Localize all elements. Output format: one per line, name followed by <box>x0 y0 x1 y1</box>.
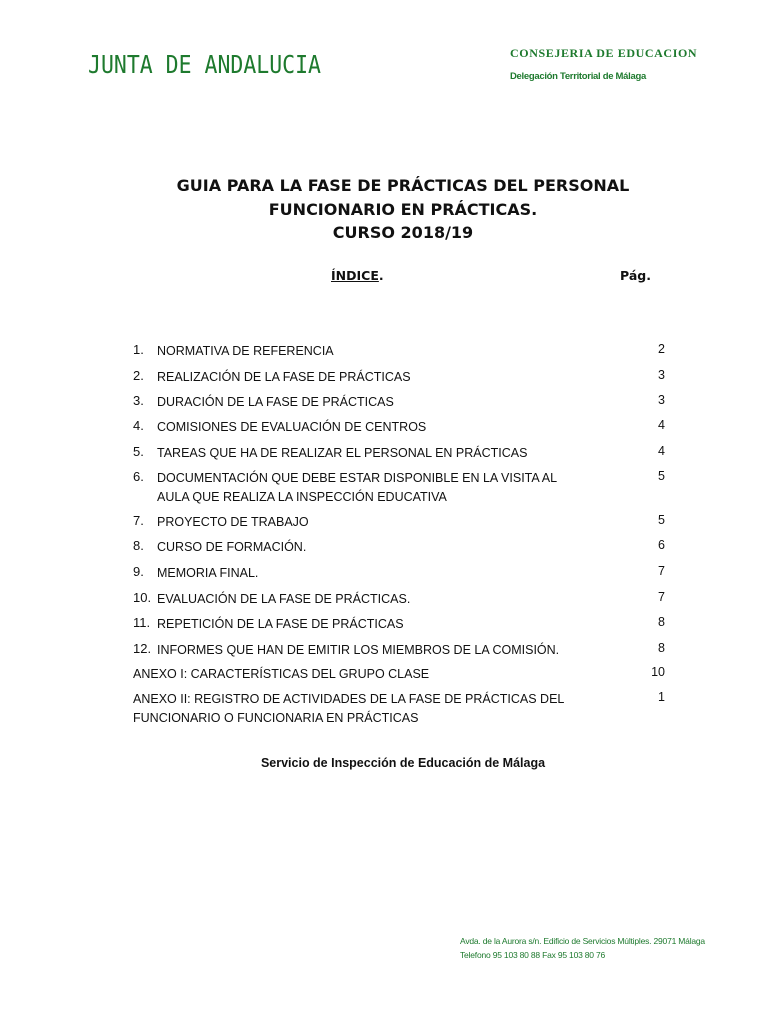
toc-entry-page: 8 <box>658 615 665 629</box>
toc-entry-page: 1 <box>658 690 665 704</box>
toc-entry-title: REALIZACIÓN DE LA FASE DE PRÁCTICAS <box>157 370 411 384</box>
toc-entry-title: INFORMES QUE HAN DE EMITIR LOS MIEMBROS DE LA COMISIÓN. <box>157 643 560 657</box>
toc-entry-page: 3 <box>658 368 665 382</box>
letterhead-logo: JUNTA DE ANDALUCIA <box>88 50 322 79</box>
service-name: Servicio de Inspección de Educación de Málaga <box>260 756 546 770</box>
index-heading <box>331 268 384 283</box>
toc-entry-page: 7 <box>658 590 665 604</box>
document-title-line-1: GUIA PARA LA FASE DE PRÁCTICAS DEL PERSONAL <box>176 176 630 195</box>
footer-address: Avda. de la Aurora s/n. Edificio de Servicios Múltiples. 29071 Málaga <box>460 936 705 946</box>
toc-entry-number: 8. <box>133 538 144 553</box>
toc-entry-title: NORMATIVA DE REFERENCIA <box>157 344 334 358</box>
toc-entry-page: 6 <box>658 538 665 552</box>
toc-entry-number: 3. <box>133 393 144 408</box>
index-heading-label: ÍNDICE <box>331 268 379 283</box>
toc-entry-page: 8 <box>658 641 665 655</box>
toc-entry-number: 6. <box>133 469 144 484</box>
toc-entry-number: 2. <box>133 368 144 383</box>
toc-entry-number: 1. <box>133 342 144 357</box>
toc-entry-title: ANEXO II: REGISTRO DE ACTIVIDADES DE LA FASE DE PRÁCTICAS DEL FUNCIONARIO O FUNCIONARIA EN PRÁCTICAS <box>133 692 564 725</box>
toc-entry-page: 7 <box>658 564 665 578</box>
toc-entry-title: COMISIONES DE EVALUACIÓN DE CENTROS <box>157 420 427 434</box>
toc-entry-number: 10. <box>133 590 152 605</box>
document-title-line-2: FUNCIONARIO EN PRÁCTICAS. <box>268 200 538 219</box>
toc-entry-title: EVALUACIÓN DE LA FASE DE PRÁCTICAS. <box>157 592 411 606</box>
toc-entry-page: 4 <box>658 418 665 432</box>
toc-entry-page: 5 <box>658 513 665 527</box>
toc-entry-number: 7. <box>133 513 144 528</box>
index-heading-suffix: . <box>378 268 384 283</box>
toc-entry-number: 9. <box>133 564 144 579</box>
toc-entry-number: 11. <box>133 615 151 630</box>
toc-entry-title: CURSO DE FORMACIÓN. <box>157 540 307 554</box>
toc-entry-title: DOCUMENTACIÓN QUE DEBE ESTAR DISPONIBLE EN LA VISITA AL AULA QUE REALIZA LA INSPECCIÓN EDUCATIVA <box>157 471 557 504</box>
toc-entry-page: 4 <box>658 444 665 458</box>
footer-phone: Telefono 95 103 80 88 Fax 95 103 80 76 <box>460 950 606 960</box>
toc-entry-page: 10 <box>651 665 665 679</box>
toc-entry-title: ANEXO I: CARACTERÍSTICAS DEL GRUPO CLASE <box>133 667 430 681</box>
toc-entry-page: 2 <box>658 342 665 356</box>
toc-entry-title: TAREAS QUE HA DE REALIZAR EL PERSONAL EN PRÁCTICAS <box>157 446 528 460</box>
toc-entry-number: 12. <box>133 641 152 656</box>
toc-entry-title: DURACIÓN DE LA FASE DE PRÁCTICAS <box>157 395 394 409</box>
toc-entry-title: REPETICIÓN DE LA FASE DE PRÁCTICAS <box>157 617 404 631</box>
toc-entry-title: PROYECTO DE TRABAJO <box>157 515 309 529</box>
toc-entry-title: MEMORIA FINAL. <box>157 566 259 580</box>
toc-entry-number: 5. <box>133 444 144 459</box>
toc-entry-number: 4. <box>133 418 144 433</box>
department-name: CONSEJERIA DE EDUCACION <box>510 46 698 60</box>
document-title-line-3: CURSO 2018/19 <box>332 223 474 242</box>
toc-entry-page: 3 <box>658 393 665 407</box>
page-column-heading: Pág. <box>620 268 651 283</box>
toc-entry-page: 5 <box>658 469 665 483</box>
delegation-name: Delegación Territorial de Málaga <box>510 71 646 82</box>
